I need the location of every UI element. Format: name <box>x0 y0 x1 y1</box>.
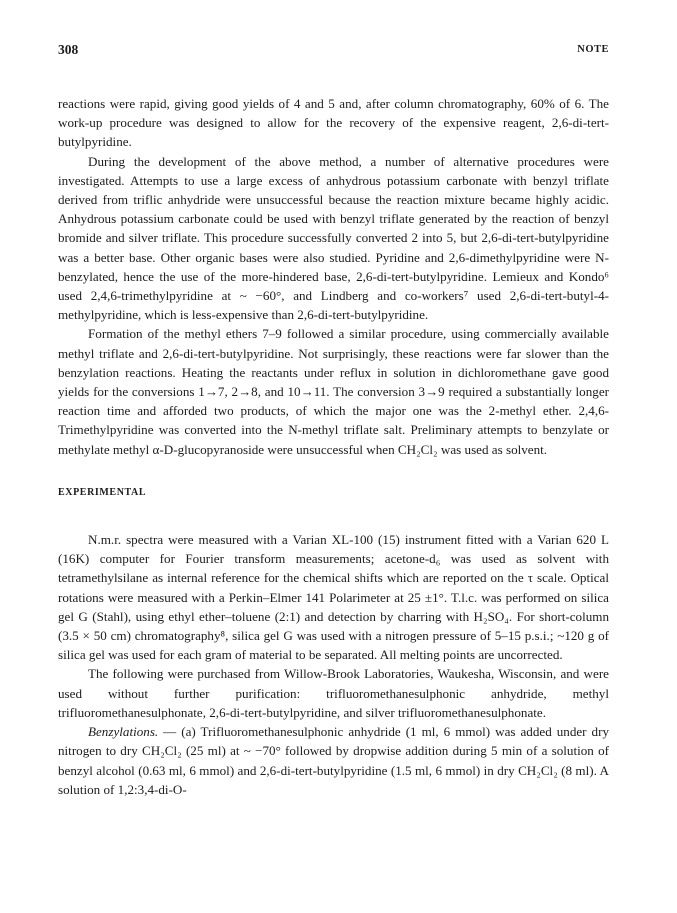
paragraph-text: — (a) Trifluoromethanesulphonic anhydride (1 ml, 6 mmol) was added under dry nitrogen to dry CH₂Cl₂ (25 ml) at ~ −70° followed by dropwise addition during 5 min of a solution of benzyl alcohol (0.63 ml, 6 mmol) and 2,6-di-tert-butylpyridine (1.5 ml, 6 mmol) in dry CH₂Cl₂ (8 ml). A solution of 1,2:3,4-di-O- <box>58 724 609 797</box>
page-header <box>58 42 609 62</box>
paragraph: reactions were rapid, giving good yields of 4 and 5 and, after column chromatography, 60% of 6. The work-up procedure was designed to allow for the recovery of the expensive reagent, 2,6-di-tert-butylpyridine. <box>58 96 609 150</box>
paragraph-benzylations <box>58 722 609 799</box>
section-heading: EXPERIMENTAL <box>58 486 147 498</box>
paragraph: The following were purchased from Willow-Brook Laboratories, Waukesha, Wisconsin, and were used without further purification: trifluoromethanesulphonic anhydride, methyl trifluoromethanesulphonate, 2,6-di-tert-butylpyridine, and silver trifluoromethanesulphonate. <box>58 666 609 720</box>
run-in-heading: Benzylations. <box>88 724 159 740</box>
body-text <box>58 94 609 799</box>
paragraph: Formation of the methyl ethers 7–9 followed a similar procedure, using commercially available methyl triflate and 2,6-di-tert-butylpyridine. Not surprisingly, these reactions were far slower than the benzylation reactions. Heating the reactants under reflux in solution in dichloromethane gave good yields for the conversions 1→7, 2→8, and 10→11. The conversion 3→9 required a substantially longer reaction time and afforded two products, of which the major one was the 2-methyl ether. 2,4,6-Trimethylpyridine was converted into the N-methyl triflate salt. Preliminary attempts to benzylate or methylate methyl α-D-glucopyranoside were unsuccessful when CH₂Cl₂ was used as solvent. <box>58 326 609 457</box>
paragraph: N.m.r. spectra were measured with a Varian XL-100 (15) instrument fitted with a Varian 620 L (16K) computer for Fourier transform measurements; acetone-d₆ was used as solvent with tetramethylsilane as internal reference for the chemical shifts which are reported on the τ scale. Optical rotations were measured with a Perkin–Elmer 141 Polarimeter at 25 ±1°. T.l.c. was performed on silica gel G (Stahl), using ethyl ether–toluene (2:1) and detection by charring with H₂SO₄. For short-column (3.5 × 50 cm) chromatography⁸, silica gel G was used with a nitrogen pressure of 5–15 p.s.i.; ~120 g of silica gel was used for each gram of material to be separated. All melting points are uncorrected. <box>58 532 609 663</box>
paragraph: During the development of the above method, a number of alternative procedures were investigated. Attempts to use a large excess of anhydrous potassium carbonate with benzyl triflate derived from triflic anhydride were unsuccessful because the reaction mixture became highly acidic. Anhydrous potassium carbonate could be used with benzyl triflate generated by the reaction of benzyl bromide and silver triflate. This procedure successfully converted 2 into 5, but 2,6-di-tert-butylpyridine was a better base. Other organic bases were also studied. Pyridine and 2,6-dimethylpyridine were N-benzylated, hence the use of the more-hindered base, 2,6-di-tert-butylpyridine. Lemieux and Kondo⁶ used 2,4,6-trimethylpyridine at ~ −60°, and Lindberg and co-workers⁷ used 2,6-di-tert-butyl-4-methylpyridine, which is less-expensive than 2,6-di-tert-butylpyridine. <box>58 153 609 323</box>
running-head: NOTE <box>577 44 609 55</box>
page-number: 308 <box>58 42 79 57</box>
